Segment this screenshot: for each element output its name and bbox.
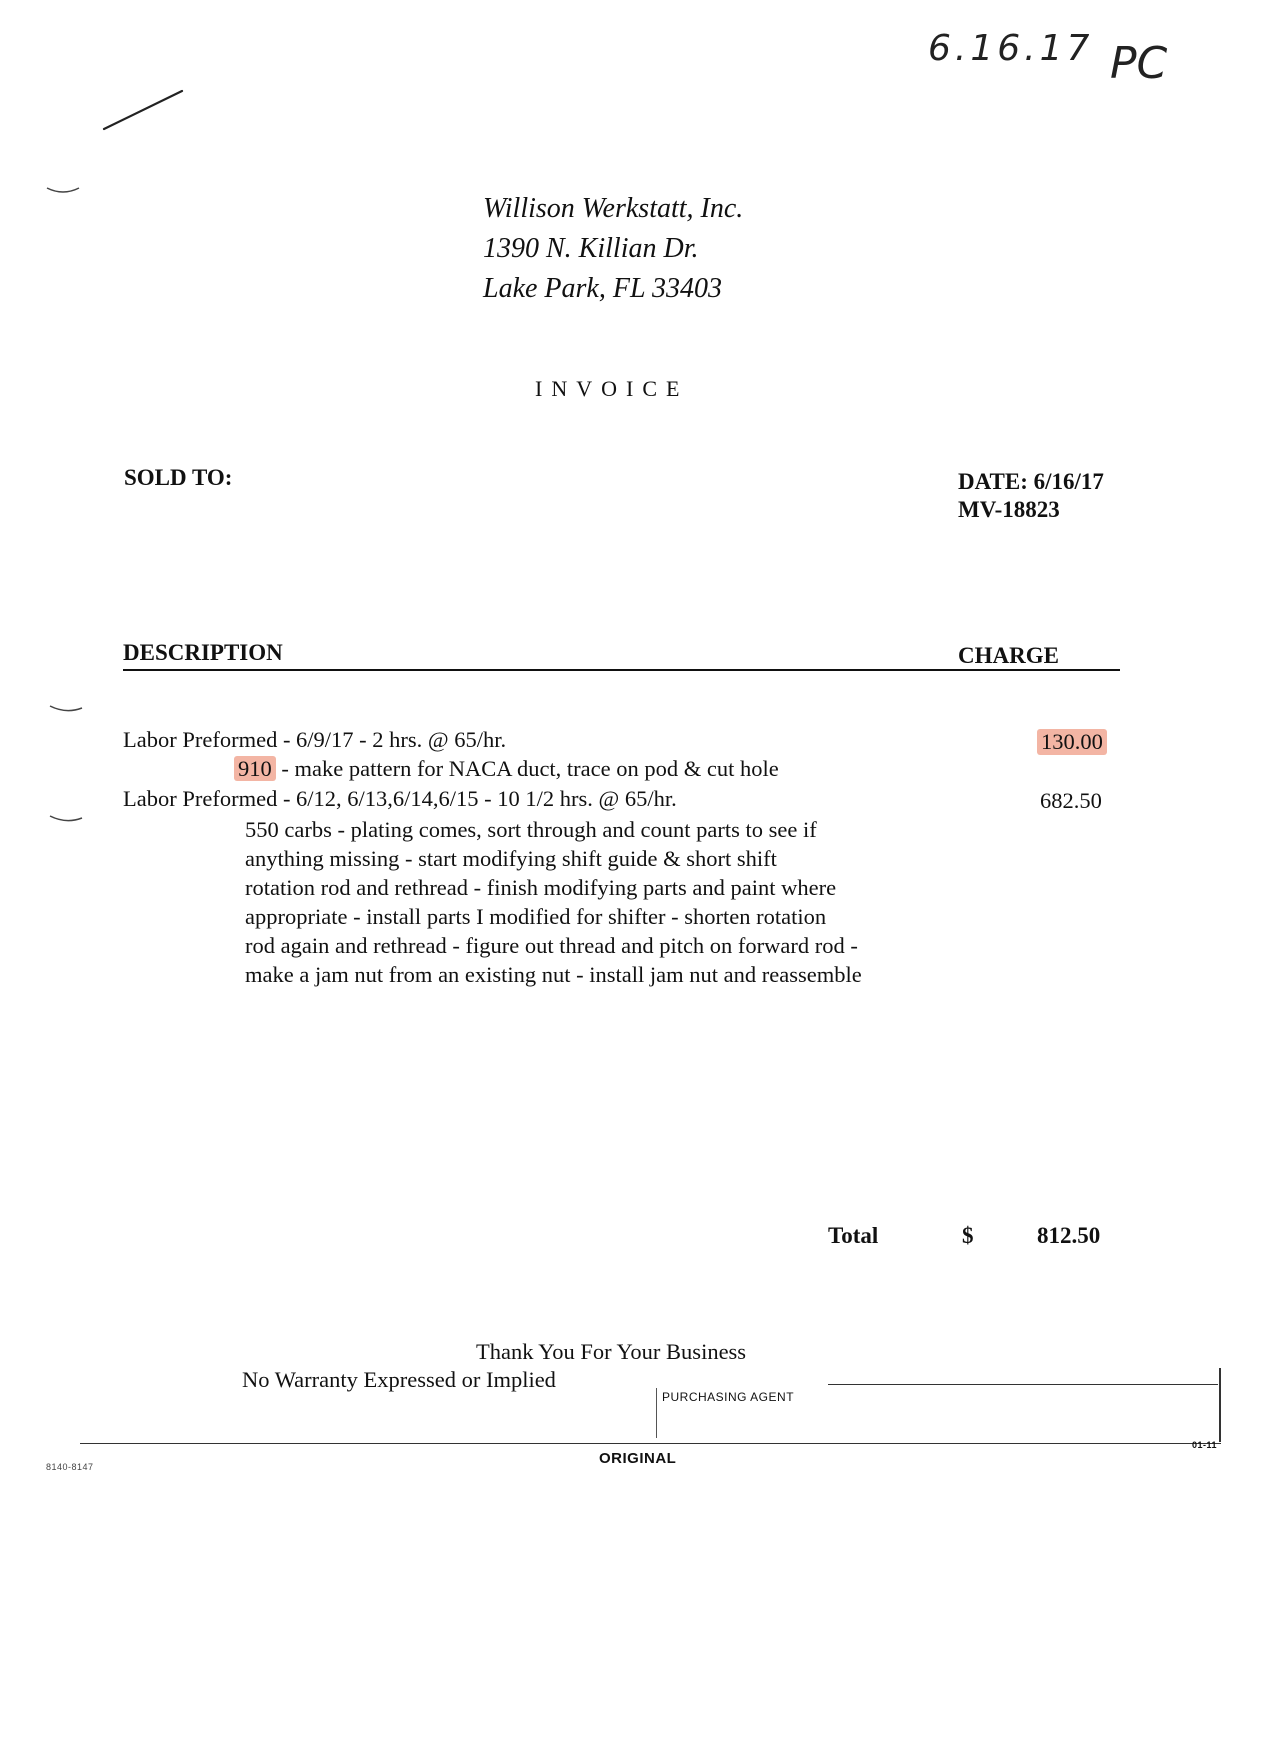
thank-you-note: Thank You For Your Business	[476, 1339, 747, 1364]
line-item-detail-line: rotation rod and rethread - finish modifying parts and paint where	[245, 875, 837, 900]
line-item-charge: 130.00	[1037, 729, 1107, 755]
line-item-header: Labor Preformed - 6/9/17 - 2 hrs. @ 65/hr.	[123, 727, 507, 752]
line-item-detail-line: make a jam nut from an existing nut - install jam nut and reassemble	[245, 962, 862, 987]
detail-reference-number: 910	[234, 756, 276, 781]
line-item-detail	[234, 756, 779, 782]
purchasing-agent-divider	[656, 1388, 657, 1438]
form-bottom-rule	[80, 1443, 1221, 1444]
purchasing-agent-signature-line	[828, 1384, 1218, 1385]
form-right-border	[1219, 1368, 1221, 1442]
line-item-header: Labor Preformed - 6/12, 6/13,6/14,6/15 - 10 1/2 hrs. @ 65/hr.	[123, 786, 677, 811]
sold-to-label: SOLD TO:	[124, 465, 233, 490]
detail-text: make pattern for NACA duct, trace on pod & cut hole	[288, 756, 779, 781]
purchasing-agent-label: PURCHASING AGENT	[662, 1390, 795, 1404]
line-item-detail-line: anything missing - start modifying shift guide & short shift	[245, 846, 777, 871]
total-label: Total	[828, 1223, 879, 1248]
charge-column-header: CHARGE	[958, 643, 1059, 668]
punch-hole-mark-2	[48, 700, 88, 720]
document-title: INVOICE	[535, 376, 689, 401]
handwritten-initials: PC	[1110, 38, 1168, 89]
invoice-date: DATE: 6/16/17	[958, 469, 1104, 494]
detail-separator: -	[275, 756, 289, 781]
line-item-detail-line: rod again and rethread - figure out thread and pitch on forward rod -	[245, 933, 858, 958]
form-code: 01-11	[1192, 1440, 1218, 1450]
company-name: Willison Werkstatt, Inc.	[483, 193, 744, 224]
handwritten-date: 6.16.17	[928, 28, 1094, 69]
header-rule	[123, 669, 1120, 671]
line-item-charge: 682.50	[1040, 788, 1102, 813]
warranty-note: No Warranty Expressed or Implied	[242, 1367, 556, 1392]
line-item-detail-line: 550 carbs - plating comes, sort through and count parts to see if	[245, 817, 817, 842]
punch-hole-mark-3	[48, 810, 88, 830]
invoice-number: MV-18823	[958, 497, 1060, 522]
line-item-detail-line: appropriate - install parts I modified for shifter - shorten rotation	[245, 904, 827, 929]
punch-hole-mark-1	[45, 180, 85, 200]
description-column-header: DESCRIPTION	[123, 640, 283, 665]
company-address-line1: 1390 N. Killian Dr.	[483, 233, 699, 264]
form-number: 8140-8147	[46, 1462, 94, 1472]
company-address-line2: Lake Park, FL 33403	[483, 273, 723, 304]
total-amount: 812.50	[1037, 1223, 1101, 1248]
pen-stroke-mark	[100, 85, 190, 135]
original-copy-label: ORIGINAL	[599, 1450, 677, 1467]
total-currency: $	[962, 1223, 974, 1248]
